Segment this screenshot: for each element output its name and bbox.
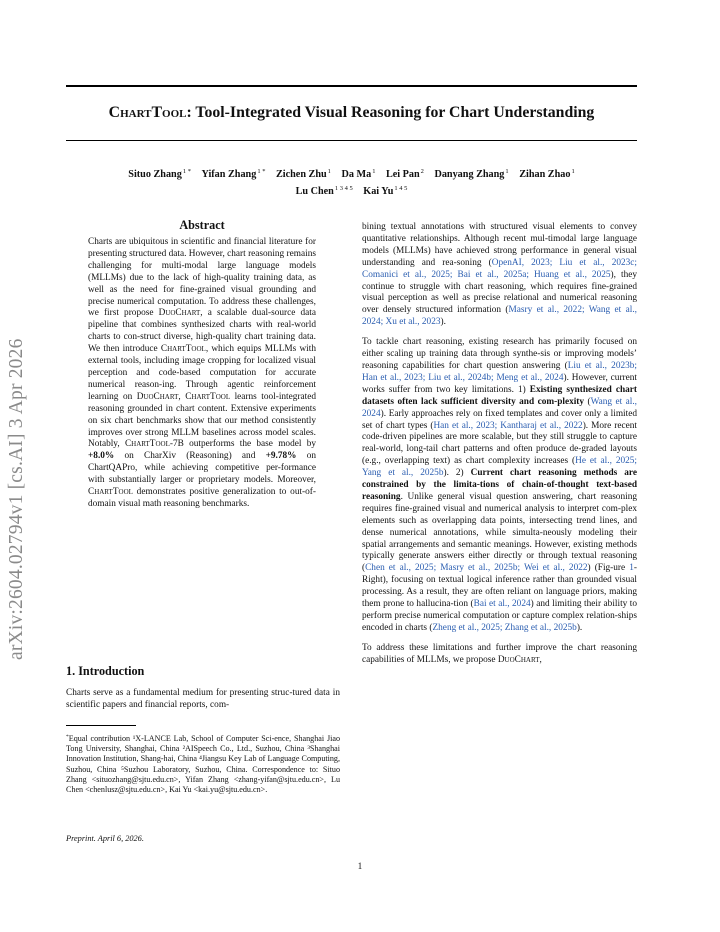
citation-link[interactable]: Masry et al., 2022; Wang et al., 2024; Xu et al., 2023: [362, 305, 637, 328]
section-heading-introduction: 1. Introduction: [66, 664, 145, 678]
citation-link[interactable]: Han et al., 2023; Kantharaj et al., 2022: [433, 420, 583, 431]
author: Danyang Zhang$^1$: [434, 168, 509, 180]
abstract-heading: Abstract: [179, 218, 225, 232]
footnote-rule: [66, 725, 136, 726]
author: Situo Zhang$^{1 *}$: [128, 168, 191, 180]
title-rule-top: [66, 85, 637, 87]
right-column: [362, 222, 637, 667]
page-number: 1: [357, 862, 363, 872]
paragraph: To address these limitations and further improve the chart reasoning capabilities of MLLMs, we propose DuoChart,: [362, 642, 637, 665]
author: Yifan Zhang$^{1 *}$: [201, 168, 266, 180]
citation-link[interactable]: Bai et al., 2024: [473, 599, 531, 610]
title-rule-bottom: [66, 140, 637, 141]
title-brand: ChartTool: [108, 104, 187, 121]
author: Lei Pan$^2$: [385, 168, 424, 180]
citation-link[interactable]: Chen et al., 2025; Masry et al., 2025b; Wei et al., 2022: [365, 563, 588, 574]
citation-link[interactable]: Zheng et al., 2025; Zhang et al., 2025b: [432, 622, 577, 633]
abstract-body: Charts are ubiquitous in scientific and financial literature for presenting structured data. However, chart reasoning remains challenging for multi-modal large language models (MLLMs) due to the lack of high-quality training data, as well as the need for fine-grained visual grounding and precise numerical computation. To address these challenges, we first propose DuoChart, a scalable dual-source data pipeline that combines synthesized charts with real-world charts to con-struct diverse, high-quality chart training data. We then introduce ChartTool, which equips MLLMs with external tools, including image cropping for localized visual perception and code-based computation for accurate numerical reason-ing. Through agentic reinforcement learning on DuoChart, ChartTool learns tool-integrated reasoning grounded in chart content. Extensive experiments on six chart benchmarks show that our method consistently improves over strong MLLM baselines across model scales. Notably, ChartTool-7B outperforms the base model by +8.0% on CharXiv (Reasoning) and +9.78% on ChartQAPro, while achieving competitive per-formance with substantially larger or proprietary models. Moreover, ChartTool demonstrates positive generalization to out-of-domain visual math reasoning benchmarks.: [88, 237, 317, 509]
citation-link[interactable]: He et al., 2025; Yang et al., 2025b: [362, 456, 638, 479]
figure-link[interactable]: 1: [629, 563, 634, 574]
author-list: [66, 165, 637, 199]
citation-link[interactable]: Wang et al., 2024: [362, 396, 638, 419]
intro-paragraph: Charts serve as a fundamental medium for presenting struc-tured data in scientific papers and financial reports, com-: [66, 688, 340, 710]
title-rest: : Tool-Integrated Visual Reasoning for Chart Understanding: [186, 104, 595, 121]
author: Zichen Zhu$^1$: [275, 168, 331, 180]
paragraph: bining textual annotations with structured visual elements to convey quantitative relationships. Although recent mul-timodal large language models (MLLMs) have achieved strong performance in general visual understanding and rea-soning (OpenAI, 2023; Liu et al., 2023c; Comanici et al., 2025; Bai et al., 2025a; Huang et al., 2025), they continue to struggle with chart reasoning, which requires fine-grained visual perception as well as precise relational and numerical reasoning over densely structured information (Masry et al., 2022; Wang et al., 2024; Xu et al., 2023).: [362, 222, 637, 328]
author: Kai $Yu^{1 4 5}$: [363, 185, 408, 197]
paper-title: [66, 104, 637, 122]
paragraph: To tackle chart reasoning, existing research has primarily focused on either scaling up training data through synthe-sis or improving models’ reasoning capabilities for chart question answering (Liu et al., 2023b; Han et al., 2023; Liu et al., 2024b; Meng et al., 2024). However, current works suffer from two key limitations. 1) Existing synthesized chart datasets often lack sufficient diversity and com-plexity (Wang et al., 2024). Early approaches rely on fixed templates and cover only a limited set of chart types (Han et al., 2023; Kantharaj et al., 2022). More recent code-driven pipelines are more scalable, but they still struggle to capture real-world, long-tail chart patterns and often produce de-graded layouts (e.g., overlapping text) as chart complexity increases (He et al., 2025; Yang et al., 2025b). 2) Current chart reasoning methods are constrained by the limita-tions of chain-of-thought text-based reasoning. Unlike general visual question answering, chart reasoning requires fine-grained visual and numerical analysis to interpret com-plex elements such as overlapping data points, intersecting trend lines, and dense numerical annotations, while simulta-neously modeling their spatial arrangements and semantic meanings. However, existing methods typically generate answers either directly or through textual reasoning (Chen et al., 2025; Masry et al., 2025b; Wei et al., 2022) (Fig-ure 1-Right), focusing on textual logical inference rather than grounded visual processing. As a result, they are often reliant on language priors, making them prone to hallucina-tion (Bai et al., 2024) and limiting their ability to perform precise numerical computation or capture complex relation-ships encoded in charts (Zheng et al., 2025; Zhang et al., 2025b).: [362, 337, 638, 633]
preprint-note: Preprint. April 6, 2026.: [66, 834, 144, 843]
citation-link[interactable]: Liu et al., 2023b; Han et al., 2023; Liu et al., 2024b; Meng et al., 2024: [362, 360, 637, 383]
footnote: *Equal contribution ¹X-LANCE Lab, School of Computer Sci-ence, Shanghai Jiao Tong University, Shanghai, China ²AISpeech Co., Ltd., Suzhou, China ³Shanghai Innovation Institution, Shang-hai, China ⁴Jiangsu Key Lab of Language Computing, Suzhou, China ⁵Suzhou Laboratory, Suzhou, China. Correspondence to: Situo Zhang <situozhang@sjtu.edu.cn>, Yifan Zhang <zhang-yifan@sjtu.edu.cn>, Lu Chen <chenlusz@sjtu.edu.cn>, Kai Yu <kai.yu@sjtu.edu.cn>.: [66, 734, 340, 795]
author: Da Ma$^1$: [341, 168, 376, 180]
citation-link[interactable]: OpenAI, 2023; Liu et al., 2023c; Comanici et al., 2025; Bai et al., 2025a; Huang et al., 2025: [362, 257, 637, 280]
arxiv-stamp: arXiv:2604.02794v1 [cs.AI] 3 Apr 2026: [6, 338, 27, 660]
author: Lu Chen$^{1 3 4 5}$: [295, 185, 353, 197]
author: Zihan Zhao$^1$: [519, 168, 575, 180]
